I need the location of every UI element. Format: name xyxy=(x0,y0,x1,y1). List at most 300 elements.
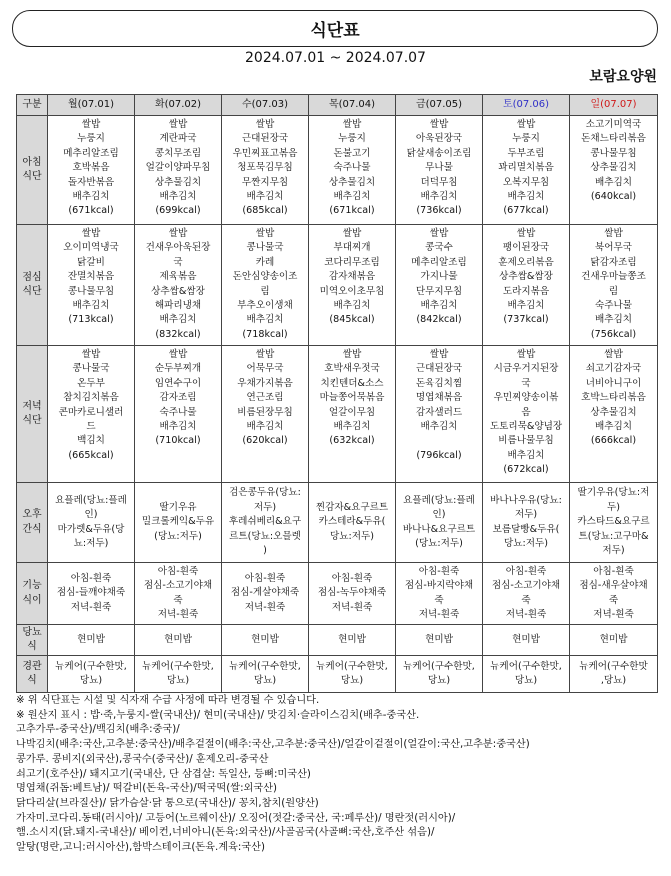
menu-cell xyxy=(135,346,222,483)
menu-item: 죽 xyxy=(608,594,619,606)
menu-cell xyxy=(309,625,396,656)
diabetic-diet-row xyxy=(17,625,658,656)
menu-item: (665kcal) xyxy=(68,449,114,461)
menu-cell xyxy=(135,483,222,563)
row-label xyxy=(17,483,48,563)
menu-cell xyxy=(48,346,135,483)
menu-item: 오복지무침 xyxy=(502,176,550,188)
menu-cell xyxy=(309,225,396,346)
day-header: 화(07.02) xyxy=(135,95,222,116)
menu-item: 코다리무조림 xyxy=(324,256,380,268)
menu-item: 당뇨:저두) xyxy=(503,537,549,549)
menu-item: (699kcal) xyxy=(155,205,201,217)
menu-item: 아욱된장국 xyxy=(415,133,463,145)
menu-item: 배추김치 xyxy=(159,421,197,433)
menu-cell xyxy=(48,625,135,656)
menu-item: 저두) xyxy=(514,509,538,521)
menu-item: 죽 xyxy=(521,594,531,606)
note-line: 나박김치(배추:국산,고추분:중국산)/배추겉절이(배추:국산,고추분:중국산)/얼갈이겉절이(얼갈이:국산,고추분:중국산) xyxy=(16,739,530,751)
menu-item: 검은콩두유(당뇨: xyxy=(229,487,301,499)
menu-item: 누룽지 xyxy=(77,133,105,145)
menu-item: 현미밥 xyxy=(77,633,105,645)
menu-cell xyxy=(396,625,483,656)
menu-item: 메추리알조림 xyxy=(411,256,467,268)
menu-item: 트(당뇨:고구마& xyxy=(578,530,649,542)
menu-item: (718kcal) xyxy=(242,328,288,340)
menu-item xyxy=(397,434,481,448)
menu-item: (672kcal) xyxy=(503,464,549,476)
dinner-row xyxy=(17,346,658,483)
menu-item: 마늘쫑어묵볶음 xyxy=(319,392,385,404)
row-label xyxy=(17,656,48,693)
menu-item: 저녁-흰죽 xyxy=(244,601,286,613)
menu-item: 두부조림 xyxy=(507,147,545,159)
menu-item: 당뇨) xyxy=(340,675,364,686)
menu-cell xyxy=(309,346,396,483)
menu-item: 배추김치 xyxy=(507,449,545,461)
menu-cell xyxy=(222,483,309,563)
menu-item: 쌀밥 xyxy=(81,119,101,130)
day-header: 월(07.01) xyxy=(48,95,135,116)
menu-item: 돌자반볶음 xyxy=(67,176,115,188)
menu-cell xyxy=(396,563,483,625)
corner-header: 구분 xyxy=(17,95,48,116)
row-label-line: 식 xyxy=(27,675,37,686)
menu-item: 돈안심양송이조 xyxy=(232,271,298,283)
menu-cell xyxy=(135,656,222,693)
note-line: ※ 위 식단표는 시설 및 식자재 수급 사정에 따라 변경될 수 있습니다. xyxy=(16,695,320,706)
menu-item: 아침-흰죽 xyxy=(593,565,634,577)
menu-item: 점심-게살야채죽 xyxy=(230,587,300,599)
menu-item: 누룽지 xyxy=(512,133,540,145)
menu-item: (736kcal) xyxy=(416,205,462,217)
row-label-line: 간식 xyxy=(22,523,42,535)
note-line: ※ 원산지 표시 : 밥·죽,누룽지-쌀(국내산)/ 현미(국내산)/ 맛김치·슬라이스김치(배추-중국산. xyxy=(16,709,420,721)
menu-item: 뇨:저두) xyxy=(73,537,109,549)
menu-item: 저녁-흰죽 xyxy=(418,608,460,620)
menu-item: 뉴케어(구수한맛, xyxy=(403,660,475,672)
menu-item: 쌀밥 xyxy=(429,228,449,239)
note-line: 닭다리살(브라질산)/ 닭가슴살·닭 통으로(국내산)/ 꽁치,참치(원양산) xyxy=(16,797,319,809)
row-label-line: 식단 xyxy=(22,415,42,426)
menu-item: 꽈리멸치볶음 xyxy=(498,162,554,174)
menu-cell xyxy=(135,563,222,625)
menu-item: 닭감자조림 xyxy=(590,256,637,268)
menu-item: 아침-흰죽 xyxy=(331,572,373,584)
menu-cell xyxy=(309,483,396,563)
menu-item: (832kcal) xyxy=(155,328,201,340)
menu-item: 명엽채볶음 xyxy=(415,392,463,404)
menu-item: 비름된장무침 xyxy=(237,406,293,418)
menu-item: 배추김치 xyxy=(333,421,371,433)
menu-item: 인) xyxy=(432,509,446,521)
menu-cell xyxy=(570,116,658,225)
menu-item: 미역오이초무침 xyxy=(319,285,385,297)
menu-item: 상추물김치 xyxy=(590,162,637,174)
menu-item: 배추김치 xyxy=(246,191,284,203)
menu-item: 콩나물국 xyxy=(246,242,284,254)
menu-item: 쌀밥 xyxy=(429,119,449,130)
menu-cell xyxy=(222,116,309,225)
note-line: 고추가루-중국산)/백김치(배추:중국)/ xyxy=(16,724,180,736)
lunch-row xyxy=(17,225,658,346)
menu-item: 단무지무침 xyxy=(415,285,463,297)
menu-item: (737kcal) xyxy=(503,314,549,326)
menu-item: 배추김치 xyxy=(333,191,371,203)
row-label xyxy=(17,625,48,656)
menu-item: 카레 xyxy=(255,256,275,268)
menu-item: (677kcal) xyxy=(503,205,549,217)
menu-item: (666kcal) xyxy=(590,435,637,447)
menu-item: 마가렛&두유(당 xyxy=(57,523,125,535)
menu-cell xyxy=(396,483,483,563)
menu-period: 2024.07.01 ~ 2024.07.07 xyxy=(245,50,426,66)
menu-item: 비름나물무침 xyxy=(498,435,554,447)
menu-item: 뉴케어(구수한맛, xyxy=(229,660,301,672)
tube-feeding-row xyxy=(17,656,658,693)
note-line: 햄.소시지(닭.돼지-국내산)/ 베이컨,너비아니(돈육:외국산)/사골곰국(사골뼈:국산,호주산 섞음)/ xyxy=(16,827,435,839)
menu-item: 요플레(당뇨:플레 xyxy=(403,494,475,506)
menu-item: 음 xyxy=(521,406,531,418)
day-header-saturday: 토(07.06) xyxy=(483,95,570,116)
menu-item: 아침-흰죽 xyxy=(244,572,286,584)
menu-item: 림 xyxy=(260,285,270,297)
menu-item: 오이미역냉국 xyxy=(63,242,119,254)
menu-item: 아침-흰죽 xyxy=(505,565,547,577)
row-label-line: 식 xyxy=(27,641,37,652)
menu-item: 바나나우유(당뇨: xyxy=(490,494,562,506)
menu-item: 얼갈이양파무침 xyxy=(145,162,211,174)
meal-table xyxy=(16,94,658,693)
menu-item: 림 xyxy=(608,285,619,297)
menu-item: (685kcal) xyxy=(242,205,288,217)
page-title xyxy=(12,10,658,47)
menu-item: 쌀밥 xyxy=(342,349,362,360)
note-line: 알탕(명란,고니:러시아산),함박스테이크(돈육.계육:국산) xyxy=(16,842,265,854)
menu-item: 감자샐러드 xyxy=(415,406,463,418)
row-label xyxy=(17,346,48,483)
menu-item: 제육볶음 xyxy=(159,271,197,283)
menu-item: 점심-녹두야채죽 xyxy=(317,587,387,599)
menu-item: 배추김치 xyxy=(507,300,545,312)
menu-item: 청포묵김무침 xyxy=(237,162,293,174)
menu-item: 배추김치 xyxy=(420,300,458,312)
note-line: 콩가루. 콩비지(외국산),콩국수(중국산)/ 훈제오리-중국산 xyxy=(16,753,269,765)
menu-cell xyxy=(570,346,658,483)
menu-item: (756kcal) xyxy=(590,328,637,340)
menu-item: 호박느타리볶음 xyxy=(581,392,646,404)
menu-item: 카스타드&요구르 xyxy=(577,516,650,528)
menu-item: 뉴케어(구수한맛, xyxy=(55,660,127,672)
menu-item: (845kcal) xyxy=(329,314,375,326)
menu-cell xyxy=(309,656,396,693)
note-line: 쇠고기(호주산)/ 돼지고기(국내산, 단 삼겹살: 독일산, 등뼈:미국산) xyxy=(16,768,311,780)
menu-cell xyxy=(135,625,222,656)
menu-item: 콩나물국 xyxy=(72,363,110,375)
row-label xyxy=(17,225,48,346)
menu-item: 현미밥 xyxy=(512,633,540,645)
menu-item: 해파리냉채 xyxy=(154,300,202,312)
row-label xyxy=(17,116,48,225)
title-text: 식단표 xyxy=(310,21,360,41)
menu-item: 참치김치볶음 xyxy=(63,392,119,404)
menu-item: 얼갈이무침 xyxy=(328,406,376,418)
menu-item: 저녁-흰죽 xyxy=(331,601,373,613)
menu-item: 쌀밥 xyxy=(168,119,188,130)
menu-item: 소고기미역국 xyxy=(585,119,642,130)
menu-item: 우민찌표고볶음 xyxy=(232,147,298,159)
menu-cell xyxy=(222,563,309,625)
menu-item: 쌀밥 xyxy=(516,228,536,239)
menu-item: 배추김치 xyxy=(594,176,633,188)
menu-item: (640kcal) xyxy=(590,191,637,203)
row-label-line: 오후 xyxy=(22,509,42,521)
menu-item: 아침-흰죽 xyxy=(418,565,460,577)
menu-item: 더덕무침 xyxy=(420,176,458,188)
menu-item: 저두) xyxy=(602,545,625,557)
menu-item: 쌀밥 xyxy=(604,349,623,360)
menu-cell xyxy=(483,563,570,625)
menu-item: 뉴케어(구수한맛, xyxy=(142,660,214,672)
menu-item: 도토리묵&양념장 xyxy=(489,421,563,433)
menu-item: 쌀밥 xyxy=(516,349,536,360)
menu-item: (671kcal) xyxy=(68,205,114,217)
menu-cell xyxy=(396,656,483,693)
menu-item: 점심-소고기야채 xyxy=(491,580,561,592)
menu-cell xyxy=(309,116,396,225)
menu-item: 닭살새송이조림 xyxy=(406,147,472,159)
menu-item: 쌀밥 xyxy=(429,349,449,360)
menu-item: 무나물 xyxy=(425,162,453,174)
menu-cell xyxy=(570,225,658,346)
menu-item: 현미밥 xyxy=(251,633,279,645)
menu-item: 저두) xyxy=(253,501,277,513)
menu-item: 당뇨:저두) xyxy=(329,530,375,542)
menu-item: 온두부 xyxy=(77,377,105,389)
menu-item: 점심-바지락야채 xyxy=(404,580,474,592)
menu-item: 상추물김치 xyxy=(328,176,376,188)
menu-item: 딸기우유 xyxy=(159,501,197,513)
menu-item: 근대된장국 xyxy=(415,363,463,375)
menu-item: 당뇨) xyxy=(79,675,103,686)
menu-item: 너비아니구이 xyxy=(585,377,642,389)
menu-item: 훈제오리볶음 xyxy=(498,256,554,268)
menu-item: 북어무국 xyxy=(594,242,633,254)
menu-item: 르트(당뇨:오믈렛 xyxy=(229,530,301,542)
menu-item: 당뇨) xyxy=(514,675,538,686)
menu-item: 백김치 xyxy=(77,435,105,447)
menu-item: 쌀밥 xyxy=(81,349,101,360)
note-line: 가자미.코다리.동태(러시아)/ 고등어(노르웨이산)/ 오징어(젓갈:중국산, 국:페루산)/ 명란젓(러시아)/ xyxy=(16,812,456,824)
menu-item: 감자조림 xyxy=(159,392,197,404)
menu-item: 인) xyxy=(84,509,98,521)
menu-item: 현미밥 xyxy=(599,633,628,645)
menu-item: ,당뇨) xyxy=(600,675,627,686)
menu-item: 무짠지무침 xyxy=(241,176,289,188)
menu-cell xyxy=(570,656,658,693)
menu-item: 쌀밥 xyxy=(168,228,188,239)
menu-item: 순두부찌개 xyxy=(154,363,202,375)
menu-item: 뉴케어(구수한맛 xyxy=(579,660,648,672)
menu-item: 배추김치 xyxy=(594,421,633,433)
menu-item: 뉴케어(구수한맛, xyxy=(490,660,562,672)
menu-item: 아침-흰죽 xyxy=(70,572,112,584)
menu-item: 죽 xyxy=(434,594,444,606)
menu-cell xyxy=(396,225,483,346)
menu-item: 점심-새우살야채 xyxy=(579,580,648,592)
menu-item: 돈불고기 xyxy=(333,147,371,159)
menu-item: 쌀밥 xyxy=(342,228,362,239)
menu-item: 쌀밥 xyxy=(168,349,188,360)
menu-cell xyxy=(570,483,658,563)
row-label-line: 식단 xyxy=(22,286,42,297)
menu-item: (842kcal) xyxy=(416,314,462,326)
menu-item: 건새우아욱된장 xyxy=(145,242,211,254)
row-label-line: 점심 xyxy=(22,271,42,283)
menu-item: 후레쉬베리&요구 xyxy=(228,516,302,528)
breakfast-row xyxy=(17,116,658,225)
menu-item: 보름달빵&두유( xyxy=(492,523,560,535)
menu-item: 닭갈비 xyxy=(77,256,105,268)
menu-item: 배추김치 xyxy=(246,421,284,433)
menu-item: 가지나물 xyxy=(420,271,458,283)
menu-item: 국 xyxy=(173,256,183,268)
menu-item: 점심-들깨야채죽 xyxy=(56,587,126,599)
menu-cell xyxy=(135,225,222,346)
snack-row xyxy=(17,483,658,563)
menu-cell xyxy=(48,656,135,693)
menu-item: 배추김치 xyxy=(594,314,633,326)
menu-cell xyxy=(135,116,222,225)
menu-item: 숙주나물 xyxy=(159,406,197,418)
menu-item: 호박볶음 xyxy=(72,162,110,174)
menu-item: 호박새우젓국 xyxy=(324,363,380,375)
menu-item: (당뇨:저두) xyxy=(154,530,202,542)
menu-item: 바나나&요구르트 xyxy=(402,523,476,535)
menu-item: (632kcal) xyxy=(329,435,375,447)
menu-item: 쌀밥 xyxy=(342,119,362,130)
menu-item: 도라지볶음 xyxy=(502,285,550,297)
menu-cell xyxy=(48,563,135,625)
menu-item: 죽 xyxy=(173,594,183,606)
menu-item: (당뇨:저두) xyxy=(415,537,463,549)
menu-item: 쌀밥 xyxy=(255,349,275,360)
row-label-line: 당뇨 xyxy=(22,626,42,638)
menu-item: 상추물김치 xyxy=(590,406,637,418)
menu-item: 당뇨) xyxy=(427,675,451,686)
menu-item: 콩치무조림 xyxy=(154,147,202,159)
menu-cell xyxy=(483,225,570,346)
menu-cell xyxy=(483,483,570,563)
row-label-line: 저녁 xyxy=(22,400,42,412)
menu-item: 치킨텐더&소스 xyxy=(320,377,384,389)
menu-cell xyxy=(48,225,135,346)
menu-item: 잔멸치볶음 xyxy=(67,271,115,283)
row-label-line: 기능 xyxy=(22,580,42,592)
menu-item: 건새우마늘쫑조 xyxy=(581,271,646,283)
row-label-line: 경관 xyxy=(22,660,42,672)
menu-item: 저녁-흰죽 xyxy=(157,608,199,620)
menu-item: 배추김치 xyxy=(420,191,458,203)
menu-item: 상추쌈&쌈장 xyxy=(151,285,205,297)
menu-cell xyxy=(48,483,135,563)
row-label-line: 식단 xyxy=(22,171,42,182)
menu-cell xyxy=(483,346,570,483)
menu-item: 감자채볶음 xyxy=(328,271,376,283)
menu-item: 저녁-흰죽 xyxy=(70,601,112,613)
menu-item: 드 xyxy=(86,421,96,433)
row-label-line: 아침 xyxy=(22,156,42,168)
menu-cell xyxy=(222,656,309,693)
menu-item: 우채가지볶음 xyxy=(237,377,293,389)
menu-item: 배추김치 xyxy=(72,191,110,203)
menu-item: 배추김치 xyxy=(72,300,110,312)
menu-item: 상추쌈&쌈장 xyxy=(499,271,553,283)
functional-diet-row xyxy=(17,563,658,625)
menu-item: ) xyxy=(263,545,267,557)
menu-item: 딸기우유(당뇨:저 xyxy=(577,487,650,499)
menu-item: 당뇨) xyxy=(253,675,277,686)
menu-item: 연근조림 xyxy=(246,392,284,404)
menu-item: 쌀밥 xyxy=(81,228,101,239)
day-header: 금(07.05) xyxy=(396,95,483,116)
menu-cell xyxy=(396,116,483,225)
menu-item: 콩국수 xyxy=(425,242,453,254)
menu-item: 찐감자&요구르트 xyxy=(315,501,389,513)
menu-item: 배추김치 xyxy=(159,314,197,326)
menu-item: 아침-흰죽 xyxy=(157,565,199,577)
menu-item: 메추리알조림 xyxy=(63,147,119,159)
menu-item: 팽이된장국 xyxy=(502,242,550,254)
menu-cell xyxy=(222,225,309,346)
menu-item: 누룽지 xyxy=(338,133,366,145)
note-line: 명엽채(쥐돔:베트남)/ 떡갈비(돈육-국산)/떡국떡(쌀:외국산) xyxy=(16,783,277,795)
menu-item: 돈채느타리볶음 xyxy=(581,133,646,145)
menu-item: 우민찌양송이볶 xyxy=(493,392,559,404)
menu-item: 부추오이생채 xyxy=(237,300,293,312)
menu-item: 국 xyxy=(521,377,531,389)
menu-item: 시금우거지된장 xyxy=(493,363,559,375)
menu-item: 계란파국 xyxy=(159,133,197,145)
menu-item: 요플레(당뇨:플레 xyxy=(55,494,127,506)
menu-cell xyxy=(483,116,570,225)
menu-item: (710kcal) xyxy=(155,435,201,447)
menu-item: (713kcal) xyxy=(68,314,114,326)
menu-cell xyxy=(483,625,570,656)
menu-cell xyxy=(570,563,658,625)
menu-item: 배추김치 xyxy=(333,300,371,312)
menu-cell xyxy=(483,656,570,693)
menu-item: 카스테라&두유( xyxy=(318,516,386,528)
menu-item: 배추김치 xyxy=(159,191,197,203)
menu-cell xyxy=(222,346,309,483)
menu-cell xyxy=(396,346,483,483)
day-header: 수(07.03) xyxy=(222,95,309,116)
menu-item: 돈육김치찜 xyxy=(415,377,463,389)
menu-item: 콩나물무침 xyxy=(590,147,637,159)
row-label-line: 식이 xyxy=(22,594,42,606)
menu-item: 배추김치 xyxy=(507,191,545,203)
menu-item: 밀크롤케익&두유 xyxy=(141,516,215,528)
organization-name: 보람요양원 xyxy=(589,69,657,85)
menu-cell xyxy=(309,563,396,625)
menu-item: 쌀밥 xyxy=(255,119,275,130)
menu-item: 배추김치 xyxy=(246,314,284,326)
menu-item: 현미밥 xyxy=(425,633,453,645)
menu-item: (620kcal) xyxy=(242,435,288,447)
notes-section xyxy=(16,694,661,856)
menu-item: 저녁-흰죽 xyxy=(505,608,547,620)
